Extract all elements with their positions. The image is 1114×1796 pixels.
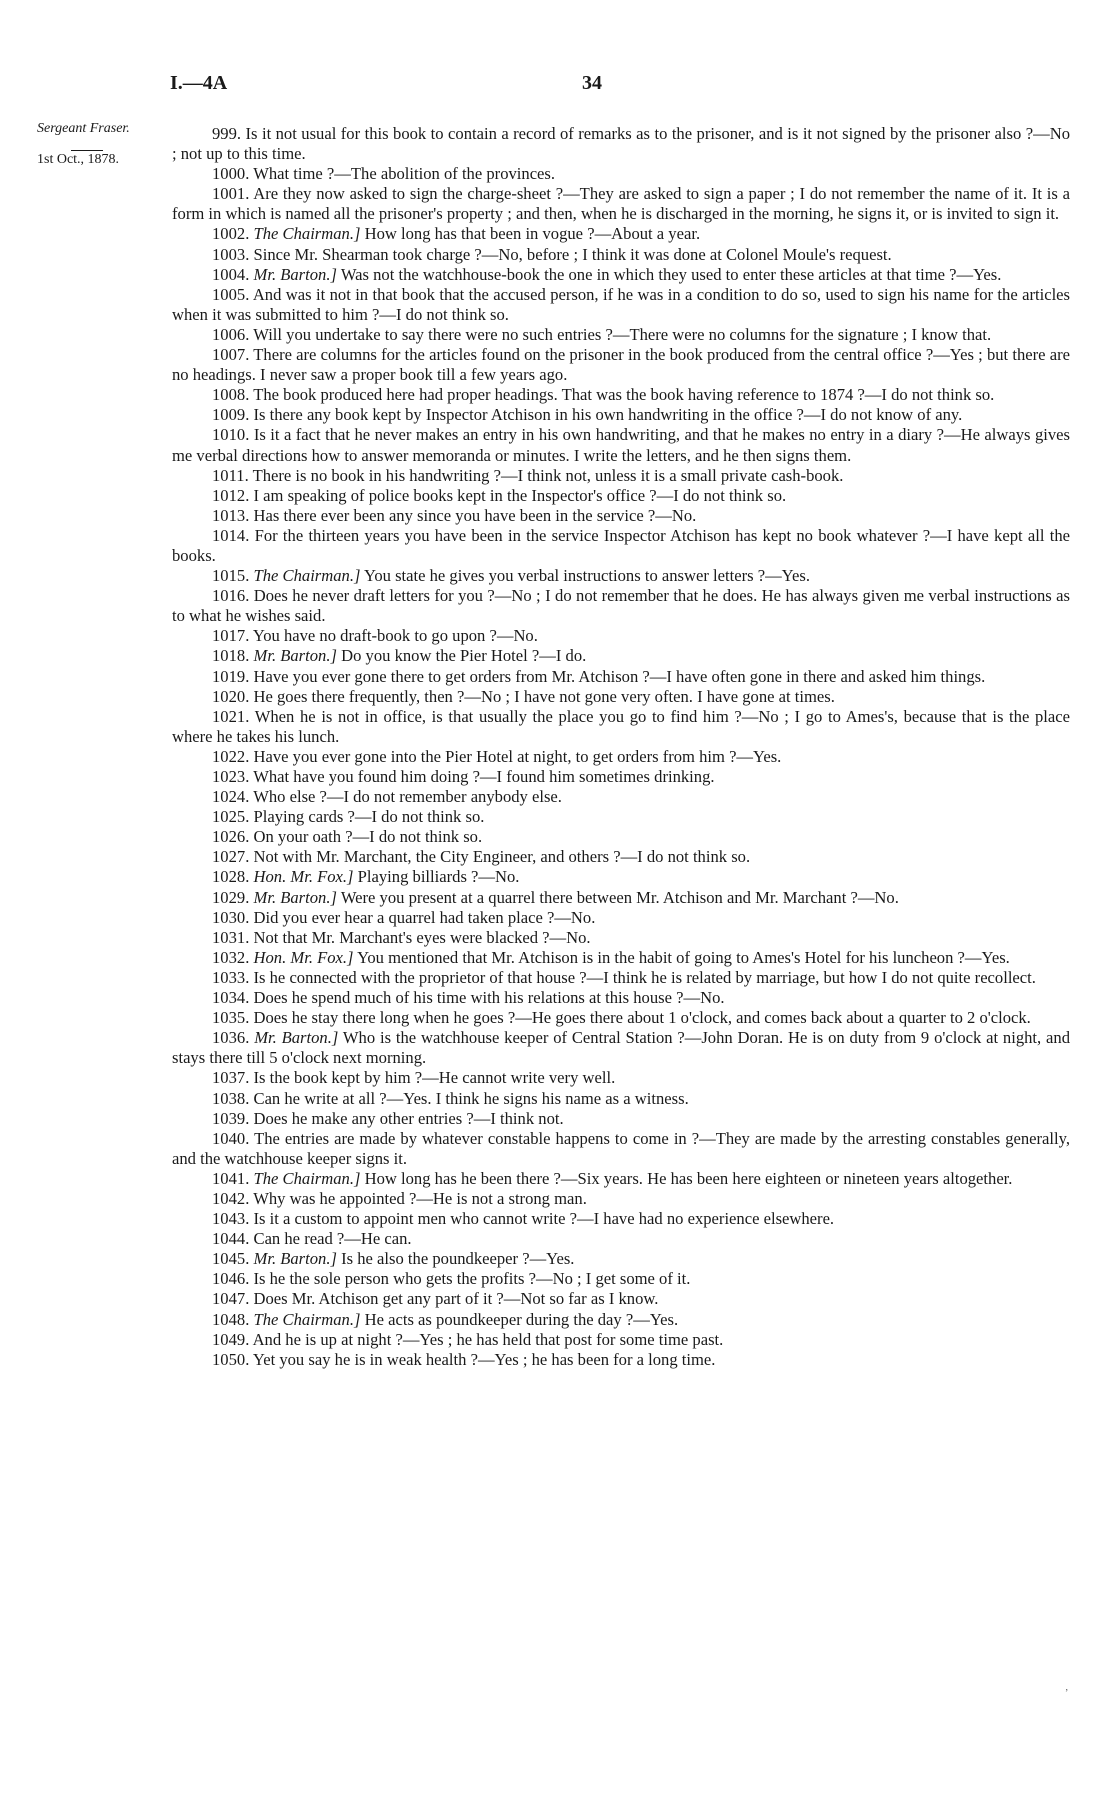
- question-paragraph: [172, 184, 1070, 224]
- question-paragraph: [172, 807, 1070, 827]
- question-number: 1001.: [212, 184, 250, 204]
- speaker-name: The Chairman.]: [253, 1168, 361, 1188]
- question-paragraph: [172, 164, 1070, 184]
- question-paragraph: [172, 1209, 1070, 1229]
- question-paragraph: [172, 767, 1070, 787]
- question-paragraph: [172, 345, 1070, 385]
- question-answer-text: And was it not in that book that the accused person, if he was in a condition to do so, used to sign his name for the articles when it was submitted to him ?—I do not think so.: [172, 284, 1071, 324]
- question-paragraph: [172, 787, 1070, 807]
- question-answer-text: Since Mr. Shearman took charge ?—No, before ; I think it was done at Colonel Moule's request.: [253, 244, 892, 264]
- question-answer-text: You state he gives you verbal instructions to answer letters ?—Yes.: [364, 566, 810, 586]
- question-number: 1036.: [212, 1028, 250, 1048]
- question-number: 1044.: [212, 1229, 250, 1249]
- question-paragraph: [172, 1249, 1070, 1269]
- question-number: 1033.: [212, 967, 250, 987]
- question-answer-text: He goes there frequently, then ?—No ; I have not gone very often. I have gone at times.: [253, 686, 835, 706]
- page-header: [170, 72, 1070, 96]
- speaker-name: Mr. Barton.]: [253, 887, 337, 907]
- speaker-name: The Chairman.]: [253, 224, 361, 244]
- speaker-name: Hon. Mr. Fox.]: [253, 947, 354, 967]
- question-paragraph: [172, 1269, 1070, 1289]
- question-answer-text: The entries are made by whatever constable happens to come in ?—They are made by the arresting constables generally, and the watchhouse keeper signs it.: [172, 1128, 1070, 1168]
- question-number: 1016.: [212, 586, 250, 606]
- question-answer-text: Does Mr. Atchison get any part of it ?—Not so far as I know.: [253, 1289, 659, 1309]
- question-paragraph: [172, 908, 1070, 928]
- question-paragraph: [172, 1089, 1070, 1109]
- question-answer-text: Playing cards ?—I do not think so.: [253, 807, 485, 827]
- question-number: 1000.: [212, 164, 250, 184]
- question-paragraph: [172, 847, 1070, 867]
- question-answer-text: You have no draft-book to go upon ?—No.: [252, 626, 538, 646]
- question-paragraph: [172, 1189, 1070, 1209]
- question-answer-text: Were you present at a quarrel there between Mr. Atchison and Mr. Marchant ?—No.: [340, 887, 899, 907]
- question-answer-text: Have you ever gone there to get orders from Mr. Atchison ?—I have often gone in there and asked him things.: [253, 666, 986, 686]
- question-number: 1011.: [212, 465, 249, 485]
- question-answer-text: You mentioned that Mr. Atchison is in the habit of going to Ames's Hotel for his luncheon ?—Yes.: [357, 947, 1010, 967]
- question-answer-text: Is there any book kept by Inspector Atchison in his own handwriting in the office ?—I do not know of any.: [253, 405, 963, 425]
- question-paragraph: [172, 405, 1070, 425]
- question-number: 1032.: [212, 947, 250, 967]
- question-number: 1034.: [212, 988, 250, 1008]
- question-answer-text: There is no book in his handwriting ?—I think not, unless it is a small private cash-book.: [252, 465, 844, 485]
- question-answer-text: Will you undertake to say there were no such entries ?—There were no columns for the signature ; I know that.: [253, 324, 992, 344]
- question-answer-text: Is it a custom to appoint men who cannot write ?—I have had no experience elsewhere.: [253, 1209, 835, 1229]
- question-number: 1047.: [212, 1289, 250, 1309]
- question-paragraph: [172, 486, 1070, 506]
- question-paragraph: [172, 707, 1070, 747]
- question-number: 1029.: [212, 887, 250, 907]
- question-answer-text: The book produced here had proper headings. That was the book having reference to 1874 ?—I do not think so.: [253, 385, 995, 405]
- question-number: 1015.: [212, 566, 250, 586]
- question-answer-text: Is it not usual for this book to contain a record of remarks as to the prisoner, and is it not signed by the prisoner also ?—No ; not up to this time.: [172, 124, 1070, 164]
- question-number: 1039.: [212, 1108, 250, 1128]
- question-paragraph: [172, 385, 1070, 405]
- question-number: 1030.: [212, 907, 250, 927]
- question-paragraph: [172, 626, 1070, 646]
- question-answer-text: Is he the sole person who gets the profits ?—No ; I get some of it.: [253, 1269, 691, 1289]
- question-number: 1023.: [212, 767, 250, 786]
- question-number: 1048.: [212, 1309, 250, 1329]
- question-number: 1020.: [212, 686, 250, 706]
- question-paragraph: [172, 888, 1070, 908]
- question-paragraph: [172, 425, 1070, 465]
- question-paragraph: [172, 1330, 1070, 1350]
- question-answer-text: He acts as poundkeeper during the day ?—Yes.: [364, 1309, 679, 1329]
- question-paragraph: [172, 928, 1070, 948]
- question-answer-text: Playing billiards ?—No.: [357, 867, 520, 887]
- question-answer-text: I am speaking of police books kept in the Inspector's office ?—I do not think so.: [253, 485, 787, 505]
- question-answer-text: Does he never draft letters for you ?—No ; I do not remember that he does. He has always given me verbal instructions as to what he wishes said.: [172, 586, 1070, 626]
- question-paragraph: [172, 988, 1070, 1008]
- question-answer-text: Is it a fact that he never makes an entry in his own handwriting, and that he makes no entry in a diary ?—He always gives me verbal directions how to answer memoranda or minutes. I write the letters, and he then signs them.: [172, 425, 1070, 465]
- question-answer-text: On your oath ?—I do not think so.: [253, 827, 483, 847]
- session-date: 1st Oct., 1878.: [37, 152, 120, 167]
- question-paragraph: [172, 566, 1070, 586]
- question-number: 1050.: [212, 1349, 250, 1369]
- question-number: 1004.: [212, 264, 250, 284]
- question-number: 1025.: [212, 807, 250, 827]
- question-paragraph: [172, 968, 1070, 988]
- question-paragraph: [172, 1350, 1070, 1370]
- speaker-name: Mr. Barton.]: [253, 646, 337, 666]
- question-number: 1038.: [212, 1088, 250, 1108]
- question-paragraph: [172, 285, 1070, 325]
- question-number: 1037.: [212, 1068, 250, 1088]
- question-paragraph: [172, 265, 1070, 285]
- question-paragraph: [172, 506, 1070, 526]
- question-number: 1024.: [212, 787, 250, 807]
- question-number: 1018.: [212, 646, 250, 666]
- question-number: 1007.: [212, 345, 250, 365]
- question-answer-text: Is he also the poundkeeper ?—Yes.: [341, 1249, 575, 1269]
- question-paragraph: [172, 124, 1070, 164]
- question-paragraph: [172, 1109, 1070, 1129]
- question-paragraph: [172, 586, 1070, 626]
- page-number: 34: [582, 72, 602, 94]
- question-number: 1008.: [212, 385, 250, 405]
- question-paragraph: [172, 224, 1070, 244]
- document-reference: I.—4A: [170, 72, 228, 94]
- question-answer-text: Yet you say he is in weak health ?—Yes ; he has been for a long time.: [252, 1349, 716, 1369]
- question-number: 1028.: [212, 867, 250, 887]
- question-paragraph: [172, 948, 1070, 968]
- question-answer-text: Did you ever hear a quarrel had taken place ?—No.: [253, 907, 596, 927]
- question-answer-text: Not that Mr. Marchant's eyes were blacked ?—No.: [253, 927, 591, 947]
- question-paragraph: [172, 687, 1070, 707]
- question-number: 1021.: [212, 706, 250, 726]
- question-answer-text: How long has he been there ?—Six years. He has been here eighteen or nineteen years altogether.: [364, 1168, 1013, 1188]
- question-answer-text: Do you know the Pier Hotel ?—I do.: [341, 646, 587, 666]
- question-number: 1017.: [212, 626, 250, 646]
- question-number: 1046.: [212, 1269, 250, 1289]
- question-answer-text: Have you ever gone into the Pier Hotel at night, to get orders from him ?—Yes.: [253, 746, 782, 766]
- question-paragraph: [172, 1310, 1070, 1330]
- question-number: 1019.: [212, 666, 250, 686]
- question-number: 1031.: [212, 927, 250, 947]
- question-number: 1035.: [212, 1008, 250, 1028]
- margin-note: [37, 120, 177, 169]
- question-answer-text: How long has that been in vogue ?—About a year.: [364, 224, 701, 244]
- question-answer-text: Are they now asked to sign the charge-sheet ?—They are asked to sign a paper ; I do not remember the name of it. It is a form in which is named all the prisoner's property ; and then, when he is discharged in the morning, he signs it, or is invited to sign it.: [172, 184, 1070, 224]
- question-paragraph: [172, 1289, 1070, 1309]
- question-number: 1009.: [212, 405, 250, 425]
- speaker-name: The Chairman.]: [253, 1309, 361, 1329]
- question-number: 1013.: [212, 505, 250, 525]
- witness-name: Sergeant Fraser.: [37, 121, 130, 136]
- question-answer-text: Who is the watchhouse keeper of Central Station ?—John Doran. He is on duty from 9 o'clock at night, and stays there till 5 o'clock next morning.: [172, 1028, 1070, 1068]
- question-paragraph: [172, 747, 1070, 767]
- question-answer-text: Can he write at all ?—Yes. I think he signs his name as a witness.: [253, 1088, 689, 1108]
- question-answer-text: There are columns for the articles found on the prisoner in the book produced from the central office ?—Yes ; but there are no headings. I never saw a proper book till a few years ago.: [172, 345, 1070, 385]
- question-number: 1041.: [212, 1168, 250, 1188]
- question-answer-text: When he is not in office, is that usually the place you go to find him ?—No ; I go to Ames's, because that is the place where he takes his lunch.: [172, 706, 1070, 746]
- question-paragraph: [172, 1028, 1070, 1068]
- question-number: 1014.: [212, 525, 250, 545]
- question-paragraph: [172, 1068, 1070, 1088]
- question-number: 1002.: [212, 224, 250, 244]
- question-number: 1049.: [212, 1329, 250, 1349]
- question-number: 1022.: [212, 746, 250, 766]
- question-number: 1043.: [212, 1209, 250, 1229]
- question-number: 999.: [212, 124, 242, 143]
- question-number: 1005.: [212, 284, 250, 304]
- question-paragraph: [172, 325, 1070, 345]
- question-paragraph: [172, 646, 1070, 666]
- question-answer-text: Has there ever been any since you have been in the service ?—No.: [253, 505, 697, 525]
- question-paragraph: [172, 1008, 1070, 1028]
- question-answer-text: Can he read ?—He can.: [253, 1229, 412, 1249]
- speaker-name: Mr. Barton.]: [254, 1028, 339, 1048]
- evidence-transcript: [172, 124, 1070, 1370]
- question-answer-text: Not with Mr. Marchant, the City Engineer, and others ?—I do not think so.: [253, 847, 751, 867]
- question-answer-text: Was not the watchhouse-book the one in which they used to enter these articles at that time ?—Yes.: [340, 264, 1002, 284]
- question-number: 1042.: [212, 1188, 250, 1208]
- question-paragraph: [172, 1169, 1070, 1189]
- speaker-name: The Chairman.]: [253, 566, 361, 586]
- question-number: 1045.: [212, 1249, 250, 1269]
- question-answer-text: Does he make any other entries ?—I think not.: [253, 1108, 564, 1128]
- question-paragraph: [172, 827, 1070, 847]
- question-paragraph: [172, 466, 1070, 486]
- question-answer-text: Who else ?—I do not remember anybody else.: [253, 787, 562, 807]
- question-answer-text: What time ?—The abolition of the provinces.: [253, 164, 556, 184]
- question-answer-text: Is he connected with the proprietor of that house ?—I think he is related by marriage, but how I do not quite recollect.: [253, 967, 1036, 987]
- page-corner-mark: ’: [1065, 1688, 1069, 1699]
- question-paragraph: [172, 867, 1070, 887]
- question-answer-text: And he is up at night ?—Yes ; he has held that post for some time past.: [252, 1329, 724, 1349]
- question-number: 1010.: [212, 425, 250, 445]
- question-answer-text: For the thirteen years you have been in the service Inspector Atchison has kept no book whatever ?—I have kept all the books.: [172, 525, 1070, 565]
- question-paragraph: [172, 245, 1070, 265]
- question-number: 1027.: [212, 847, 250, 867]
- question-paragraph: [172, 667, 1070, 687]
- question-paragraph: [172, 1129, 1070, 1169]
- question-paragraph: [172, 526, 1070, 566]
- question-number: 1040.: [212, 1128, 250, 1148]
- question-answer-text: Why was he appointed ?—He is not a strong man.: [253, 1188, 587, 1208]
- question-answer-text: Does he spend much of his time with his relations at this house ?—No.: [253, 988, 725, 1008]
- speaker-name: Mr. Barton.]: [253, 264, 337, 284]
- question-answer-text: Is the book kept by him ?—He cannot write very well.: [253, 1068, 616, 1088]
- question-number: 1003.: [212, 244, 250, 264]
- question-number: 1012.: [212, 485, 250, 505]
- question-answer-text: What have you found him doing ?—I found him sometimes drinking.: [253, 767, 715, 786]
- question-paragraph: [172, 1229, 1070, 1249]
- question-answer-text: Does he stay there long when he goes ?—He goes there about 1 o'clock, and comes back about a quarter to 2 o'clock.: [253, 1008, 1031, 1028]
- question-number: 1006.: [212, 324, 250, 344]
- speaker-name: Mr. Barton.]: [253, 1249, 337, 1269]
- speaker-name: Hon. Mr. Fox.]: [253, 867, 354, 887]
- question-number: 1026.: [212, 827, 250, 847]
